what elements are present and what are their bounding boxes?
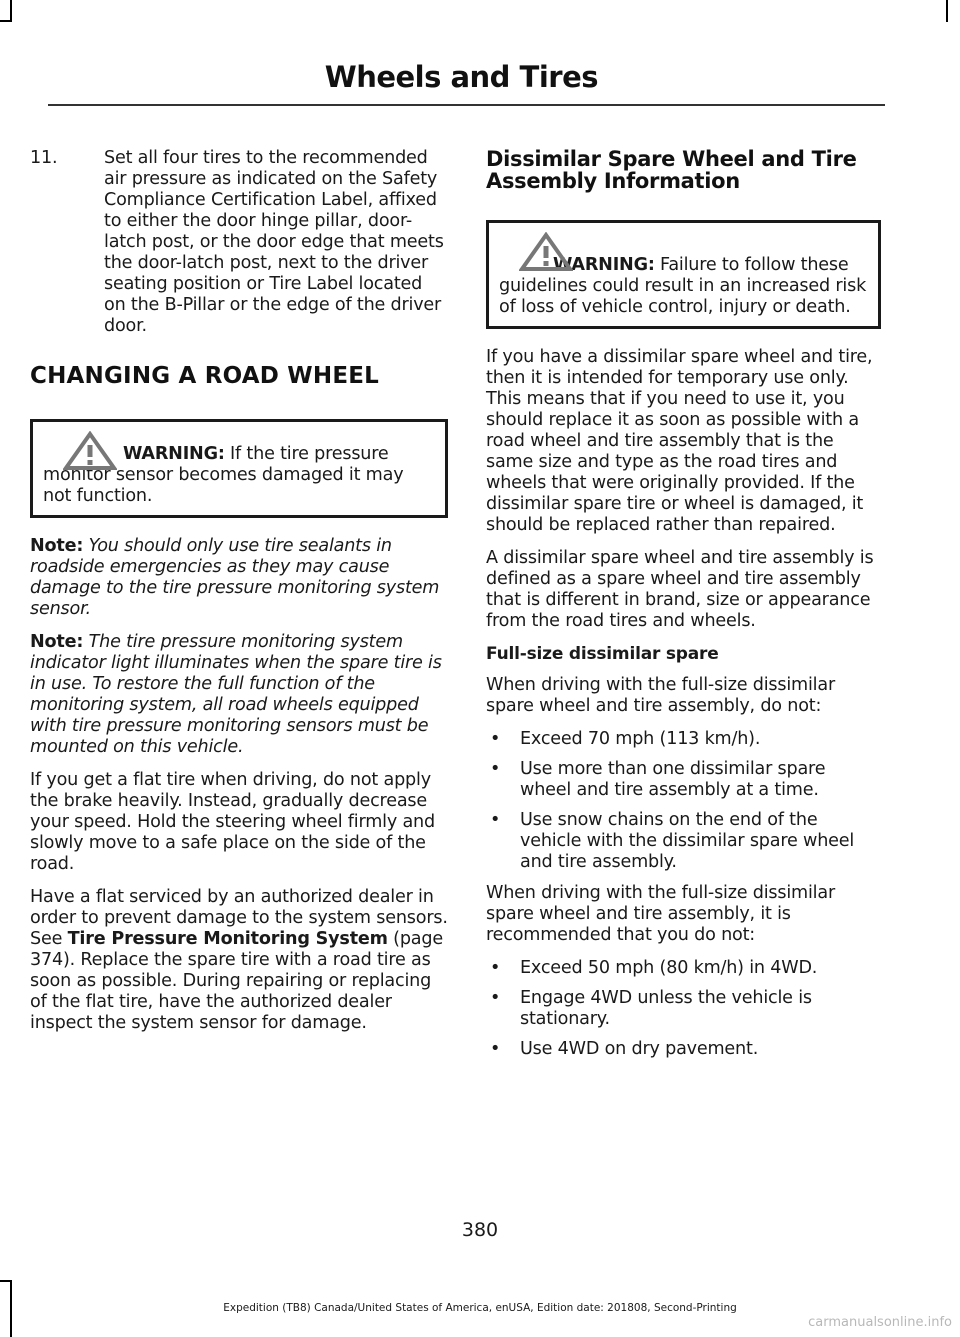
note-indicator bbox=[30, 632, 448, 758]
step-text: Set all four tires to the recommended air pressure as indicated on the Safety Compliance Certification Label, affixed to either the door hinge pillar, door-latch post, or the door edge that meets the door-latch post, next to the driver seating position or Tire Label located on the B-Pillar or the edge of the driver door. bbox=[104, 148, 444, 336]
paragraph: When driving with the full-size dissimilar spare wheel and tire assembly, do not: bbox=[486, 675, 835, 716]
watermark: carmanualsonline.info bbox=[808, 1315, 952, 1330]
paragraph: When driving with the full-size dissimilar spare wheel and tire assembly, it is recommended that you do not: bbox=[486, 883, 835, 945]
page-title: Wheels and Tires bbox=[324, 60, 598, 94]
list-item: • Engage 4WD unless the vehicle is stationary. bbox=[486, 988, 881, 1030]
crop-mark bbox=[946, 0, 948, 22]
list-item: • Use more than one dissimilar spare wheel and tire assembly at a time. bbox=[486, 759, 881, 801]
warning-triangle-icon bbox=[63, 431, 117, 477]
cross-reference-link[interactable]: Tire Pressure Monitoring System bbox=[67, 929, 388, 949]
section-title: Dissimilar Spare Wheel and Tire Assembly Information bbox=[486, 147, 857, 193]
paragraph bbox=[30, 887, 448, 1034]
warning-triangle-icon bbox=[519, 232, 573, 278]
list-item: • Use 4WD on dry pavement. bbox=[486, 1039, 881, 1060]
warning-box bbox=[486, 220, 881, 329]
left-column bbox=[30, 148, 448, 1046]
text-span: (page 374). Replace the spare tire with a road tire as soon as possible. During repairing or replacing of the flat tire, have the authorized dealer inspect the system sensor for damage. bbox=[30, 929, 443, 1033]
warning-box bbox=[30, 419, 448, 518]
paragraph: If you have a dissimilar spare wheel and tire, then it is intended for temporary use only. This means that if you need to use it, you should replace it as soon as possible with a road wheel and tire assembly that is the same size and type as the road tires and wheels that were originally provided. If the dissimilar spare tire or wheel is damaged, it should be replaced rather than repaired. bbox=[486, 347, 873, 535]
note-label: Note: bbox=[30, 632, 84, 652]
crop-mark bbox=[0, 20, 12, 22]
crop-mark bbox=[0, 1280, 12, 1282]
note-text: You should only use tire sealants in roadside emergencies as they may cause damage to the tire pressure monitoring system sensor. bbox=[30, 536, 440, 619]
header-divider bbox=[48, 104, 885, 106]
step-11 bbox=[30, 148, 448, 337]
footer-text: Expedition (TB8) Canada/United States of America, enUSA, Edition date: 201808, Second-Printing bbox=[223, 1302, 737, 1314]
warning-label: WARNING: bbox=[123, 444, 225, 464]
warning-text: If the tire pressure monitor sensor becomes damaged it may not function. bbox=[43, 444, 404, 506]
note-label: Note: bbox=[30, 536, 84, 556]
warning-label: WARNING: bbox=[553, 255, 655, 275]
list-item: • Exceed 70 mph (113 km/h). bbox=[486, 729, 881, 750]
paragraph: If you get a flat tire when driving, do not apply the brake heavily. Instead, gradually decrease your speed. Hold the steering wheel firmly and slowly move to a safe place on the side of the road. bbox=[30, 770, 435, 874]
text-span: Have a flat serviced by an authorized dealer in order to prevent damage to the system sensors. See bbox=[30, 887, 448, 949]
bullet-list bbox=[486, 958, 881, 1060]
warning-text: Failure to follow these guidelines could result in an increased risk of loss of vehicle control, injury or death. bbox=[499, 255, 867, 317]
note-sealants bbox=[30, 536, 448, 620]
list-item: • Exceed 50 mph (80 km/h) in 4WD. bbox=[486, 958, 881, 979]
list-item: • Use snow chains on the end of the vehicle with the dissimilar spare wheel and tire assembly. bbox=[486, 810, 881, 873]
note-text: The tire pressure monitoring system indicator light illuminates when the spare tire is in use. To restore the full function of the monitoring system, all road wheels equipped with tire pressure monitoring sensors must be mounted on this vehicle. bbox=[30, 632, 442, 757]
crop-mark bbox=[10, 0, 12, 22]
subheading: Full-size dissimilar spare bbox=[486, 644, 719, 664]
paragraph: A dissimilar spare wheel and tire assembly is defined as a spare wheel and tire assembly that is different in brand, size or appearance from the road tires and wheels. bbox=[486, 548, 874, 631]
bullet-list bbox=[486, 729, 881, 873]
step-number: 11. bbox=[30, 148, 58, 168]
page-number: 380 bbox=[461, 1219, 499, 1241]
right-column bbox=[486, 148, 881, 1070]
section-title: CHANGING A ROAD WHEEL bbox=[30, 363, 379, 389]
